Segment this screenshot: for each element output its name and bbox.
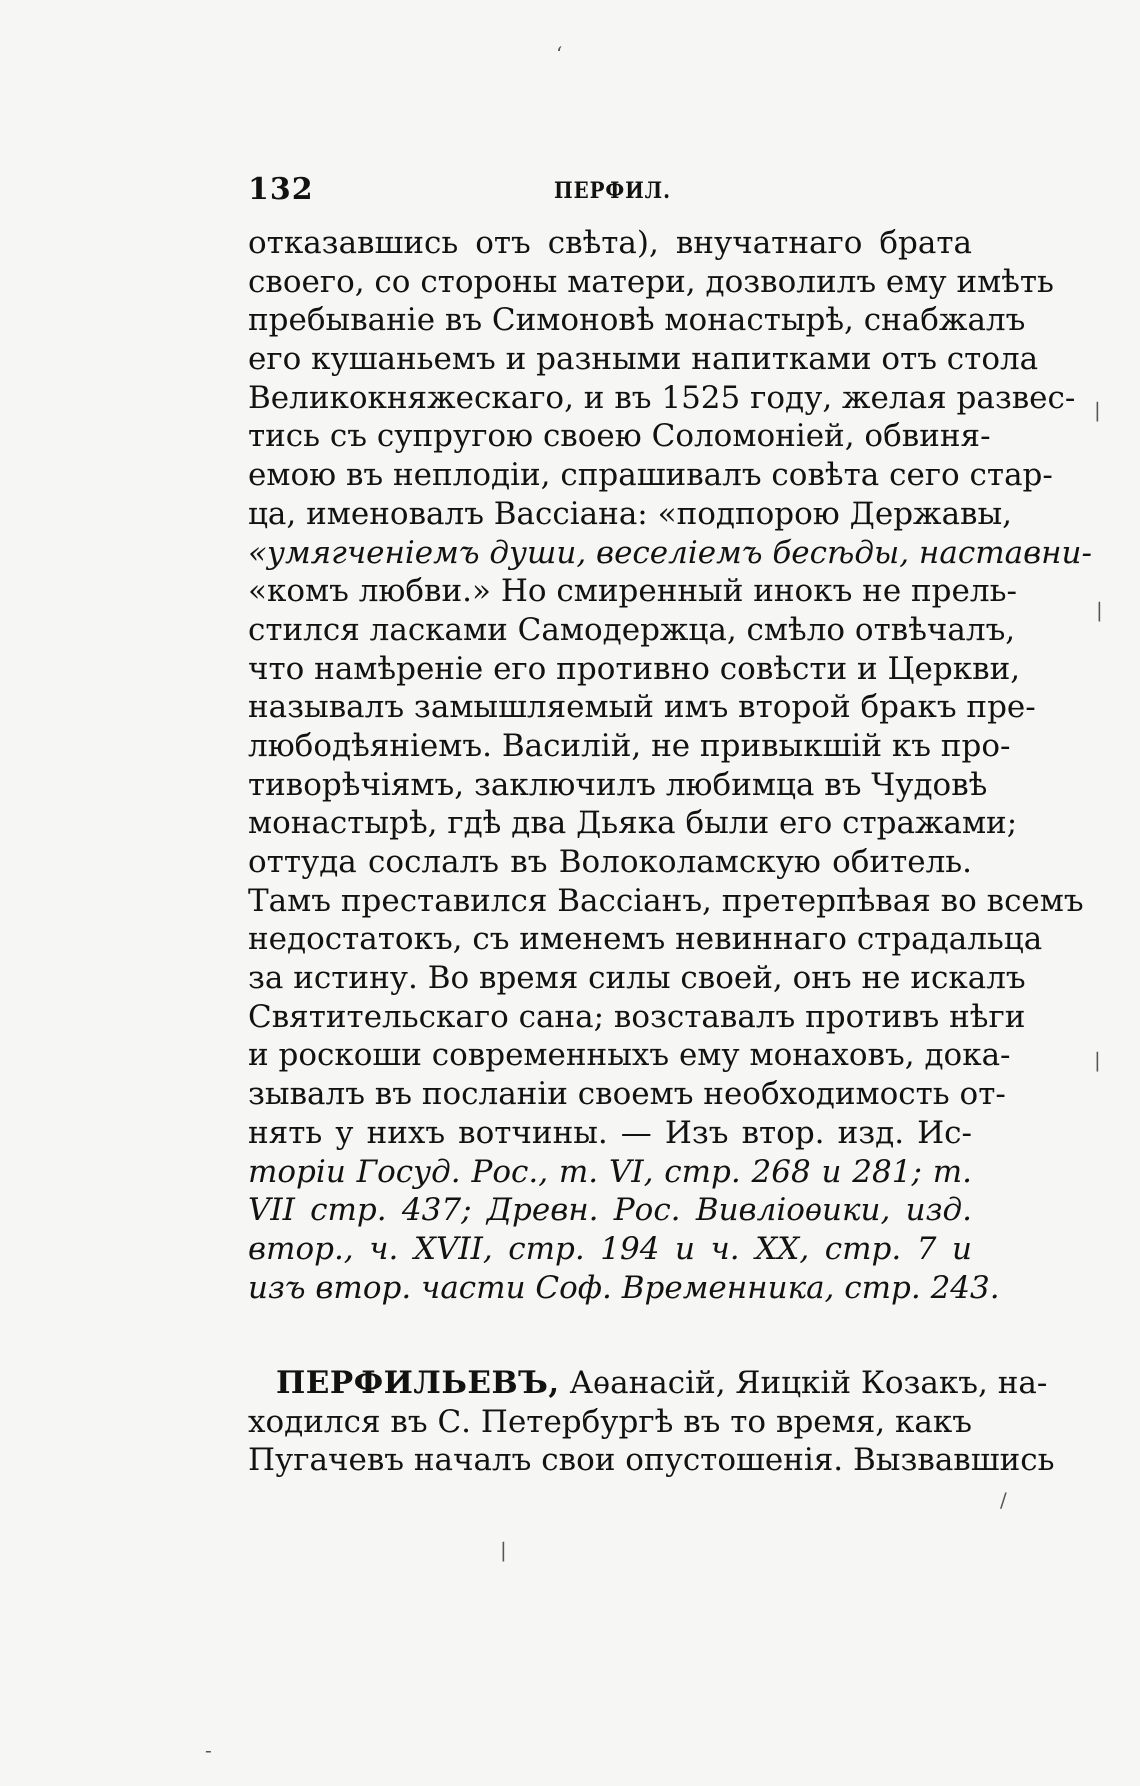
text-line: стился ласками Самодержца, смѣло отвѣчалъ, (248, 611, 1016, 648)
text-line: емою въ неплодіи, спрашивалъ совѣта сего стар- (248, 457, 1053, 494)
top-speck: ‘ (556, 42, 563, 66)
text-line: и роскоши современныхъ ему монаховъ, дока- (248, 1037, 1011, 1074)
running-head: ПЕРФИЛ. (554, 178, 671, 204)
text-line: Тамъ преставился Вассіанъ, претерпѣвая во всемъ (248, 882, 1084, 919)
text-line: недостатокъ, съ именемъ невиннаго страдальца (248, 921, 1043, 958)
text-line: монастырѣ, гдѣ два Дьяка были его стражами; (248, 805, 1018, 842)
text-line: ца, именовалъ Вассіана: «подпорою Державы, (248, 495, 1013, 532)
text-line: называлъ замышляемый имъ второй бракъ пре- (248, 689, 1036, 726)
text-line: за истину. Во время силы своей, онъ не искалъ (248, 960, 1026, 997)
text-line: любодѣяніемъ. Василій, не привыкшій къ про- (248, 727, 1011, 764)
page-header (248, 172, 968, 212)
text-line-citation: изъ втор. части Соф. Временника, стр. 243. (248, 1269, 1000, 1306)
margin-mark: | (1096, 598, 1103, 622)
text-line: Великокняжескаго, и въ 1525 году, желая развес- (248, 379, 1076, 416)
text-line: «комъ любви.» Но смиренный инокъ не прель- (248, 573, 1017, 610)
dictionary-entry (248, 1364, 1055, 1480)
main-paragraph (248, 224, 1092, 1307)
text-line: пребываніе въ Симоновѣ монастырѣ, снабжалъ (248, 302, 1026, 339)
page-number: 132 (248, 172, 314, 207)
text-line: тиворѣчіямъ, заключилъ любимца въ Чудовѣ (248, 766, 988, 803)
text-line: зывалъ въ посланіи своемъ необходимость от- (248, 1076, 1006, 1113)
margin-mark: - (205, 1738, 212, 1762)
text-line-citation: втор., ч. XVII, стр. 194 и ч. XX, стр. 7 и (248, 1230, 972, 1267)
text-line: оттуда сослалъ въ Волоколамскую обитель. (248, 844, 972, 880)
text-line: тись съ супругою своею Соломоніей, обвиня- (248, 418, 991, 455)
text-line-citation: VII стр. 437; Древн. Рос. Вивліоѳики, изд. (248, 1192, 972, 1229)
text-line: Святительскаго сана; возставалъ противъ нѣги (248, 998, 1026, 1035)
entry-line-text: Аѳанасій, Яицкій Козакъ, на- (559, 1365, 1048, 1401)
entry-line: ходился въ С. Петербургѣ въ то время, какъ (248, 1403, 972, 1440)
entry-line: Пугачевъ началъ свои опустошенія. Вызвавшись (248, 1442, 1055, 1479)
text-line: своего, со стороны матери, дозволилъ ему имѣть (248, 263, 1054, 300)
margin-mark: | (500, 1538, 507, 1562)
text-line-citation: торіи Госуд. Рос., т. VI, стр. 268 и 281; т. (248, 1153, 972, 1190)
margin-mark: | (1094, 398, 1101, 422)
margin-mark: / (1000, 1488, 1007, 1512)
text-line: отказавшись отъ свѣта), внучатнаго брата (248, 225, 972, 261)
text-line: что намѣреніе его противно совѣсти и Церкви, (248, 650, 1021, 687)
text-line-quote: «умягченіемъ души, веселіемъ бесѣды, наставни- (248, 534, 1092, 571)
entry-head-word: ПЕРФИЛЬЕВЪ, (276, 1365, 560, 1401)
margin-mark: | (1094, 1048, 1101, 1072)
text-line: его кушаньемъ и разными напитками отъ стола (248, 341, 1039, 378)
entry-line (248, 1364, 1048, 1403)
text-line: нять у нихъ вотчины. — Изъ втор. изд. Ис- (248, 1114, 972, 1151)
